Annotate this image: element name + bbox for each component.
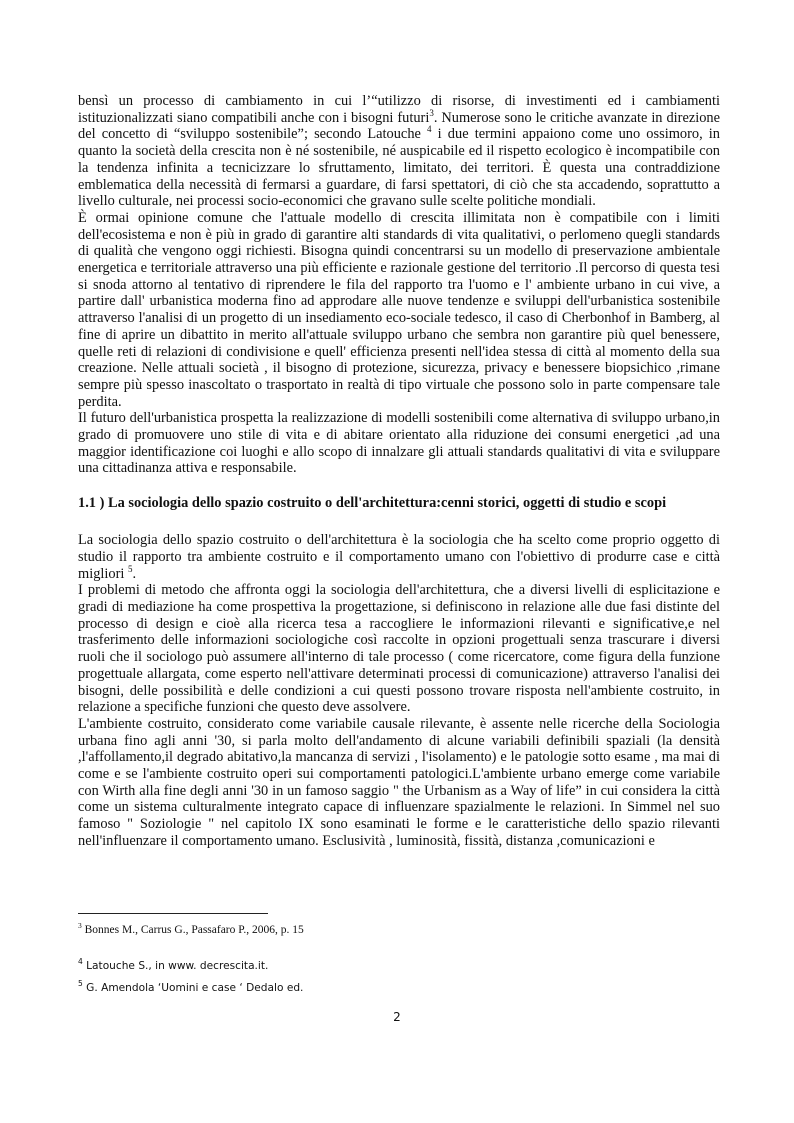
footnote-text: Latouche S., in www. decrescita.it. [82,960,269,972]
paragraph-text: i due termini appaiono come uno ossimoro, in quanto la società della crescita non è né sostenibile, né auspicabile ed il rispetto ecologico è incompatibile con la tendenza infinita a tecnicizzare lo sfruttamento, limitato, dei territori. È questa una contraddizione emblematica della necessità di fermarsi a guardare, di farsi spettatori, di ciò che sta accadendo, soprattutto a livello culturale, nei processi socio-economici che gravano sulle scelte politiche mondiali. [78,126,720,210]
footnote-ref: 3 [429,107,434,118]
paragraph-text: . [132,565,137,582]
page-number: 2 [393,1010,401,1024]
section-paragraph-1 [78,532,720,582]
paragraph-text: La sociologia dello spazio costruito o dell'architettura è la sociologia che ha scelto come proprio oggetto di studio il rapporto tra ambiente costruito e il comportamento umano con l'obiettivo di produrre case e città migliori [78,532,720,582]
paragraph-1 [78,93,720,210]
paragraph-text: bensì un processo di cambiamento in cui l’“utilizzo di risorse, di investimenti ed i cambiamenti istituzionalizzati siano compatibili anche con i bisogni futuri [78,93,720,126]
paragraph-text: . Numerose sono le critiche avanzate in direzione del concetto di “sviluppo sostenibile”; secondo Latouche [78,109,720,143]
footnote-3 [78,923,720,937]
section-paragraph-2: I problemi di metodo che affronta oggi la sociologia dell'architettura, che a diversi livelli di esplicitazione e gradi di mediazione ha come prospettiva la progettazione, si definiscono in relazione alle due fasi distinte del processo di design e cioè alla ricerca tesa a raccogliere le informazioni rilevanti e significative,e nel trasferimento delle informazioni sociologiche così raccolte in opzioni progettuali senza trascurare i diversi ruoli che il sociologo può assumere all'interno di tale processo ( come ricercatore, come figura della funzione progettuale allargata, come esperto nell'attivare determinati processi di comunicazione) attraverso l'analisi dei bisogni, delle possibilità e delle condizioni a cui questi possono trovare risposta nell'ambiente costruito, in relazione a specifiche funzioni che questo deve assolvere. [78,582,720,716]
footnote-number: 4 [78,957,83,966]
footnote-4 [78,959,720,973]
paragraph-3: Il futuro dell'urbanistica prospetta la realizzazione di modelli sostenibili come alternativa di sviluppo urbano,in grado di promuovere uno stile di vita e di abitare orientato alla riduzione dei consumi energetici ,ad una maggior identificazione coi luoghi e allo scopo di innalzare gli attuali standards qualitativi di vita e sviluppare una cittadinanza attiva e responsabile. [78,410,720,477]
footnotes [78,923,720,995]
footnote-text: Bonnes M., Carrus G., Passafaro P., 2006, p. 15 [81,924,304,936]
body-text [78,93,720,850]
footnote-ref: 5 [127,563,133,574]
section-paragraph-3: L'ambiente costruito, considerato come variabile causale rilevante, è assente nelle ricerche della Sociologia urbana fino agli anni '30, si parla molto dell'andamento di alcune variabili definibili spaziali (la densità ,l'affollamento,il degrado abitativo,la mancanza di servizi , l'isolamento) e le patologie sotto esame , ma mai di come e se l'ambiente costruito operi sui comportamenti patologici.L'ambiente urbano emerge come variabile con Wirth alla fine degli anni '30 in un famoso saggio " the Urbanism as a Way of life” in cui considera la città come un sistema culturalmente integrato capace di influenzare spazialmente le relazioni. In Simmel nel suo famoso " Soziologie " nel capitolo IX sono esaminati le forme e le caratteristiche dello spazio rilevanti nell'influenzare il comportamento umano. Esclusività , luminosità, fissità, distanza ,comunicazioni e [78,715,720,849]
footnote-ref: 4 [427,124,432,135]
footnote-5 [78,981,720,995]
footnote-number: 3 [78,921,82,930]
footnote-text: G. Amendola ‘Uomini e case ‘ Dedalo ed. [82,982,304,994]
footnote-number: 5 [78,979,83,988]
paragraph-2: È ormai opinione comune che l'attuale modello di crescita illimitata non è compatibile con i limiti dell'ecosistema e non è più in grado di garantire alti standards di vita qualitativi, o perlomeno quegli standards di qualità che vengono oggi richiesti. Bisogna quindi concentrarsi su un modello di preservazione ambientale energetica e territoriale attraverso una più efficiente e razionale gestione del territorio .Il percorso di questa tesi si snoda attorno al tentativo di riprendere le fila del rapporto tra l'uomo e l' ambiente urbano in cui vive, a partire dall' urbanistica moderna fino ad approdare alle nuove tendenze e sviluppi dell'urbanistica sostenibile attraverso l'analisi di un progetto di un insediamento eco-sociale tedesco, il caso di Cherbonhof in Bamberg, al fine di aprire un dibattito in merito all'attuale sviluppo urbano che sembra non garantire più quel benessere, quelle reti di relazioni di condivisione e quell' efficienza presenti nell'idea stessa di città al momento della sua creazione. Nelle attuali società , il bisogno di protezione, sicurezza, privacy e benessere biopsichico ,rimane sempre più spesso inascoltato o trasportato in realtà di tipo virtuale che possono solo in parte compensare tale perdita. [78,209,720,410]
section-heading: 1.1 ) La sociologia dello spazio costruito o dell'architettura:cenni storici, oggetti di studio e scopi [78,495,667,512]
footnote-separator [78,913,268,914]
